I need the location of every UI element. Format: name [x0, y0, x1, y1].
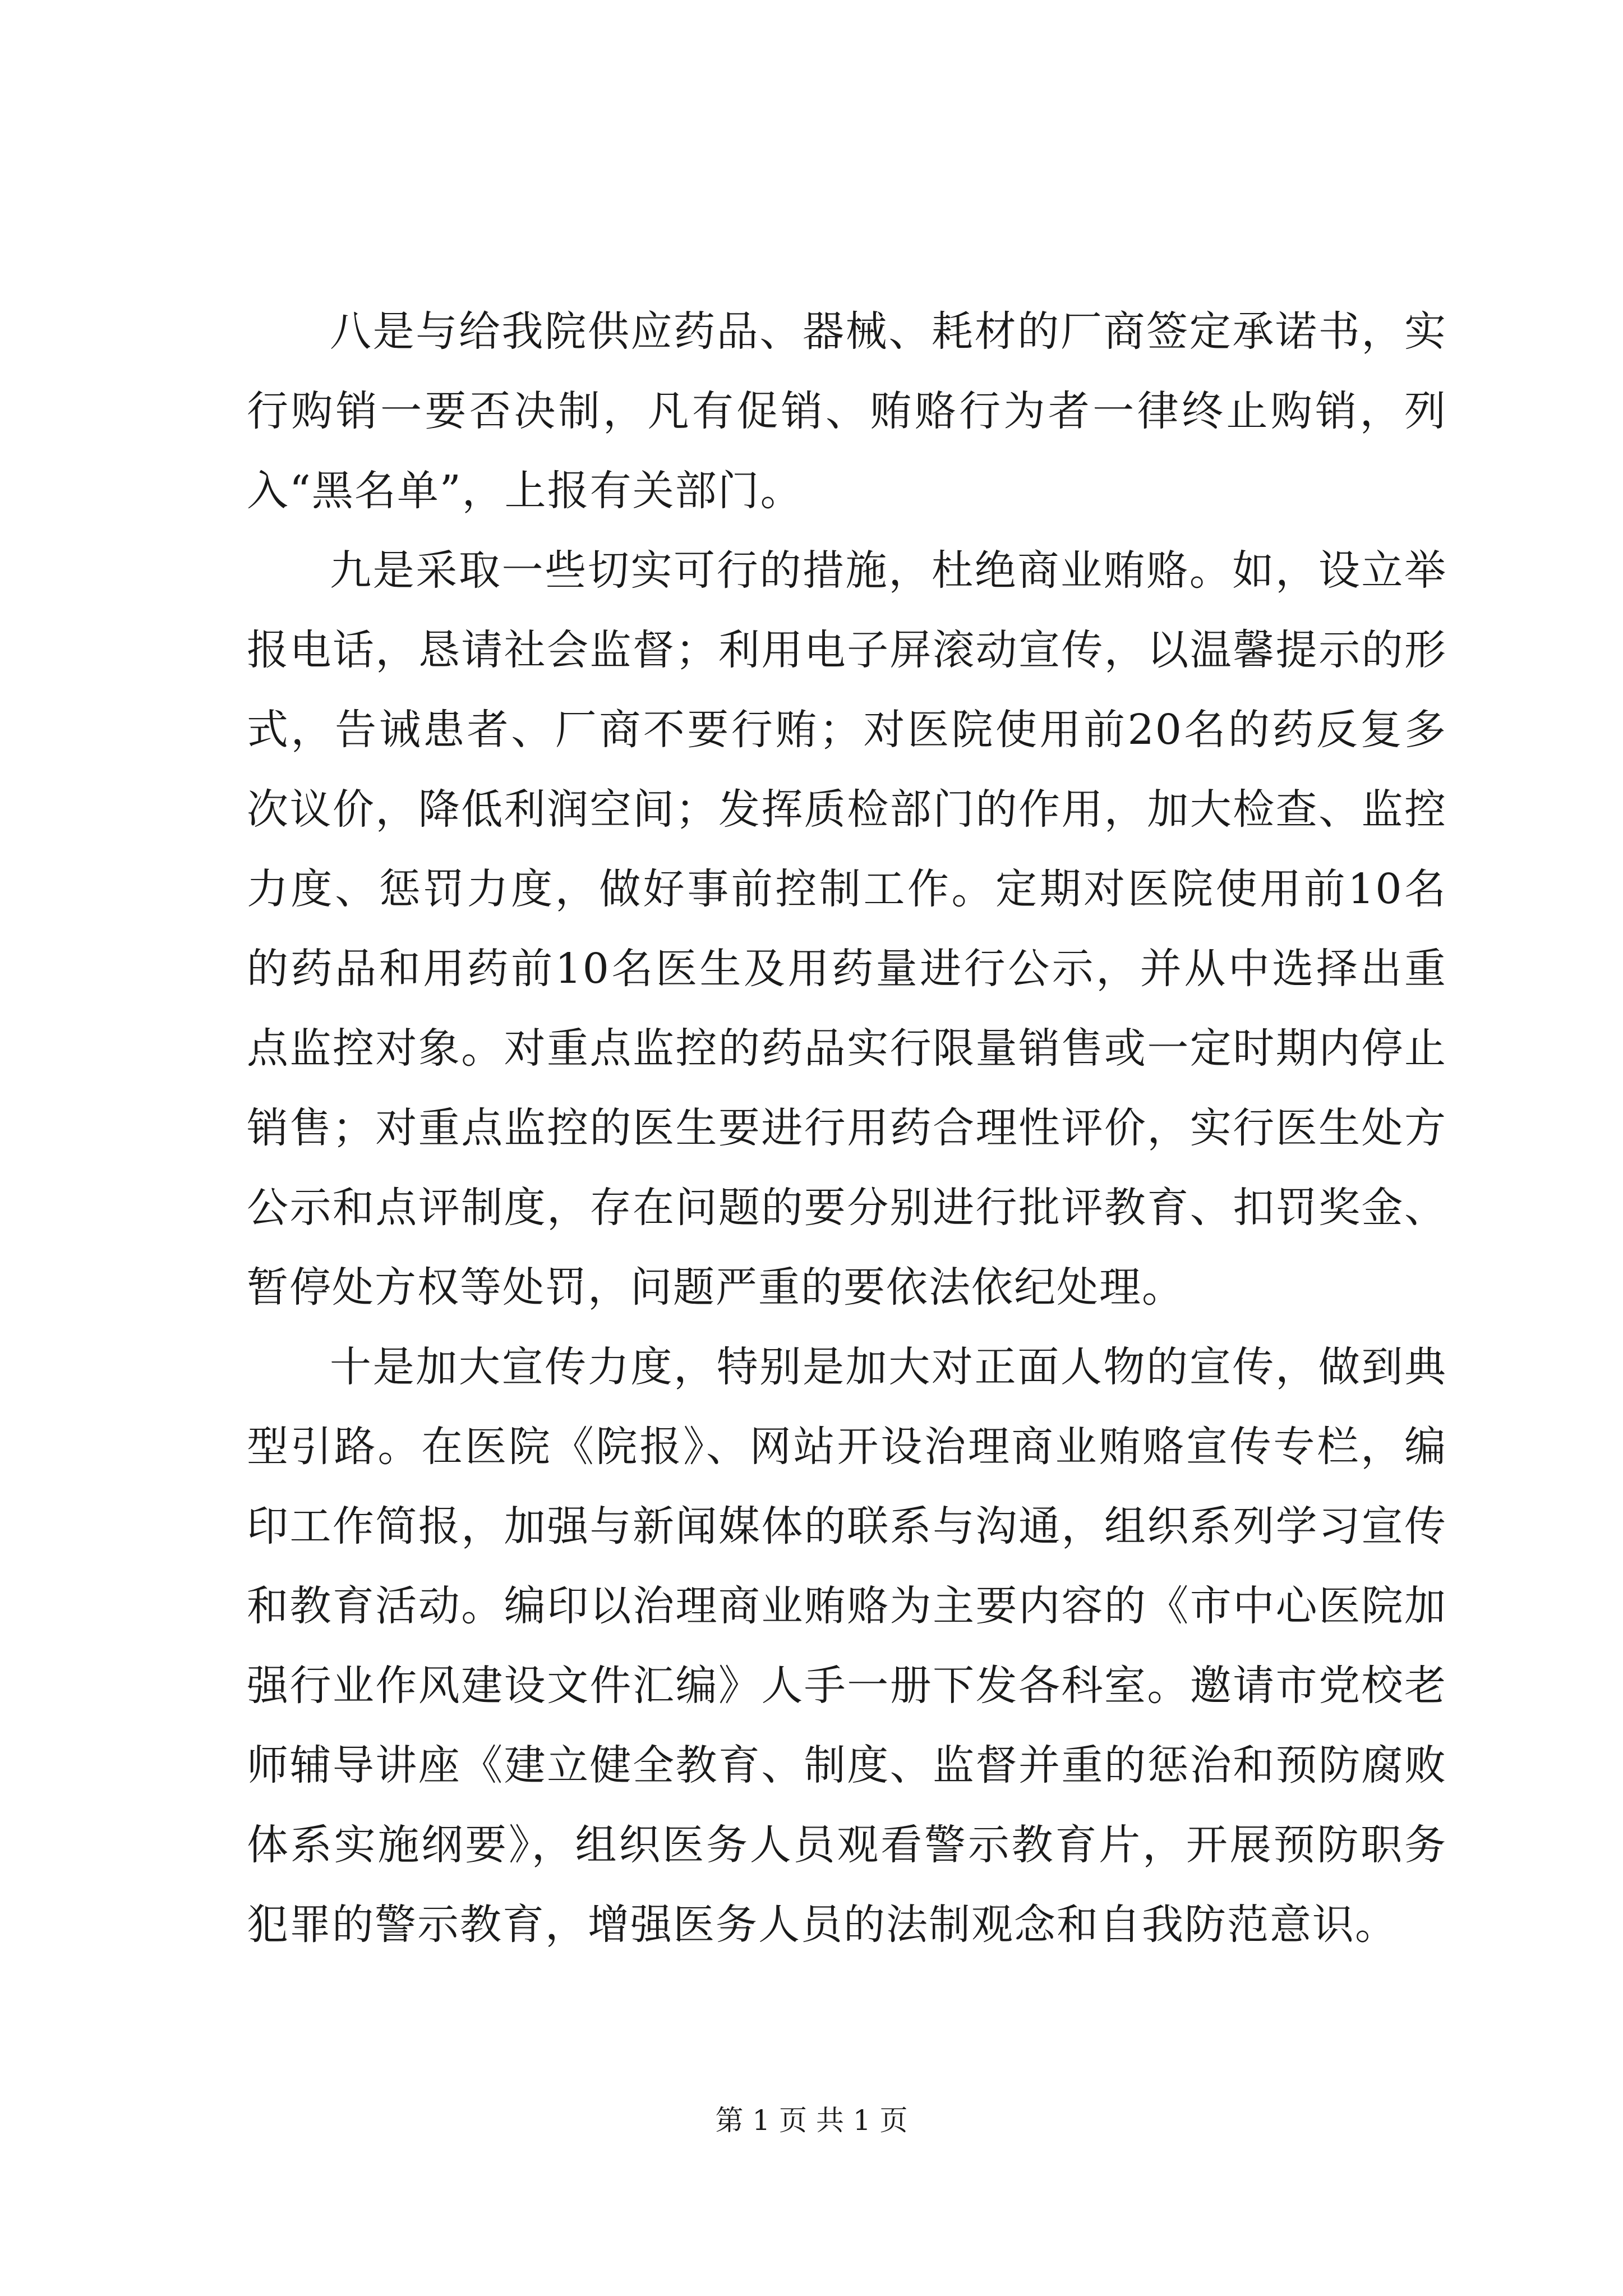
- paragraph-9: 九是采取一些切实可行的措施，杜绝商业贿赂。如，设立举报电话，恳请社会监督；利用电子屏滚动宣传，以温馨提示的形式，告诫患者、厂商不要行贿；对医院使用前20名的药反复多次议价，降低利润空间；发挥质检部门的作用，加大检查、监控力度、惩罚力度，做好事前控制工作。定期对医院使用前10名的药品和用药前10名医生及用药量进行公示，并从中选择出重点监控对象。对重点监控的药品实行限量销售或一定时期内停止销售；对重点监控的医生要进行用药合理性评价，实行医生处方公示和点评制度，存在问题的要分别进行批评教育、扣罚奖金、暂停处方权等处罚，问题严重的要依法依纪处理。: [247, 546, 1447, 1312]
- paragraph-8: 八是与给我院供应药品、器械、耗材的厂商签定承诺书，实行购销一要否决制，凡有促销、贿赂行为者一律终止购销，列入“黑名单”，上报有关部门。: [247, 307, 1447, 515]
- paragraph-10: 十是加大宣传力度，特别是加大对正面人物的宣传，做到典型引路。在医院《院报》、网站开设治理商业贿赂宣传专栏，编印工作简报，加强与新闻媒体的联系与沟通，组织系列学习宣传和教育活动。编印以治理商业贿赂为主要内容的《市中心医院加强行业作风建设文件汇编》人手一册下发各科室。邀请市党校老师辅导讲座《建立健全教育、制度、监督并重的惩治和预防腐败体系实施纲要》，组织医务人员观看警示教育片，开展预防职务犯罪的警示教育，增强医务人员的法制观念和自我防范意识。: [247, 1343, 1447, 1949]
- document-body: [247, 292, 1447, 1964]
- page-footer: 第 1 页 共 1 页: [715, 2104, 908, 2137]
